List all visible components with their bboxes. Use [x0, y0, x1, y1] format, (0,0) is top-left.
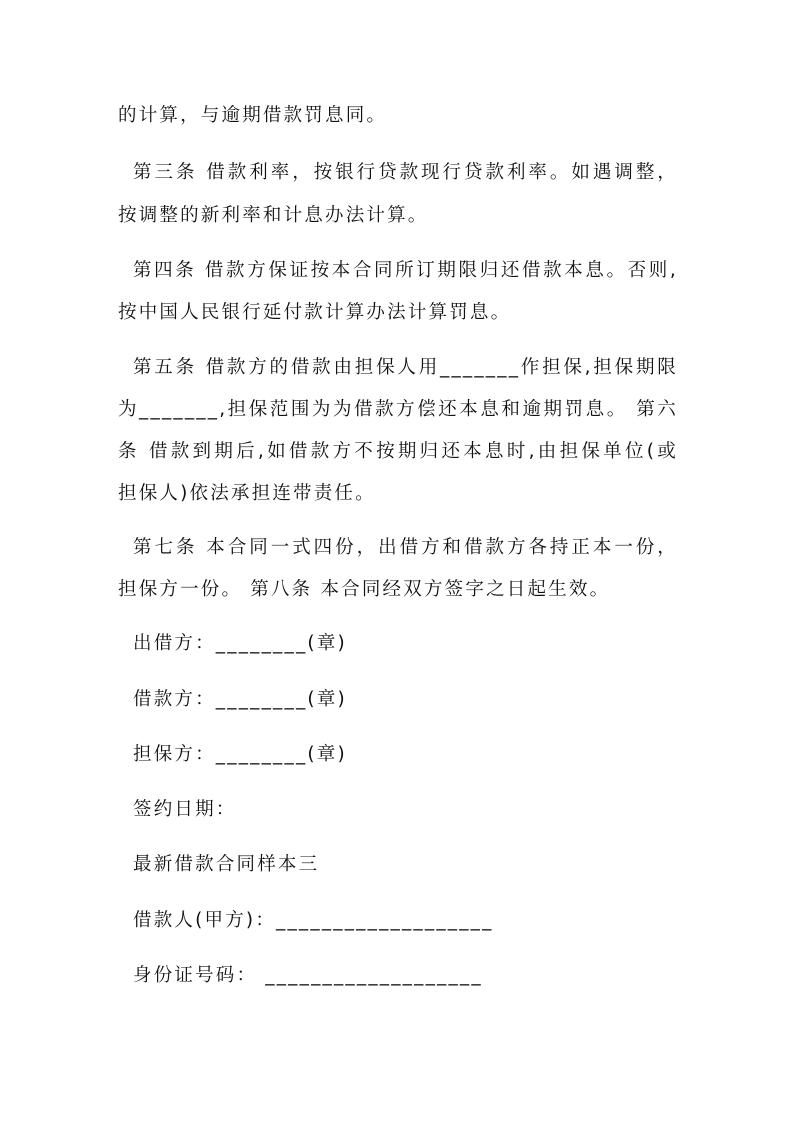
article-7-line-1: 第七条 本合同一式四份，出借方和借款方各持正本一份，	[133, 537, 678, 558]
borrower-party-a-field: 借款人(甲方)：___________________	[133, 910, 494, 931]
guarantor-signature: 担保方：________(章)	[133, 744, 347, 765]
article-6-line-1: 条 借款到期后,如借款方不按期归还本息时,由担保单位(或	[118, 441, 678, 462]
lender-signature: 出借方：________(章)	[133, 633, 347, 654]
borrower-signature: 借款方：________(章)	[133, 689, 347, 710]
article-6-line-2: 担保人)依法承担连带责任。	[118, 483, 376, 504]
article-4-line-2: 按中国人民银行延付款计算办法计算罚息。	[118, 302, 512, 323]
article-5-line-2: 为_______,担保范围为为借款方偿还本息和逾期罚息。 第六	[118, 399, 678, 420]
article-7-8-line-2: 担保方一份。 第八条 本合同经双方签字之日起生效。	[118, 579, 611, 600]
section-title: 最新借款合同样本三	[133, 854, 320, 875]
article-5-line-1: 第五条 借款方的借款由担保人用_______作担保,担保期限	[133, 357, 678, 378]
article-4-line-1: 第四条 借款方保证按本合同所订期限归还借款本息。否则,	[133, 260, 678, 281]
article-3-line-2: 按调整的新利率和计息办法计算。	[118, 205, 429, 226]
article-3-line-1: 第三条 借款利率，按银行贷款现行贷款利率。如遇调整，	[133, 162, 678, 183]
signing-date: 签约日期：	[133, 799, 237, 820]
id-number-field: 身份证号码： ___________________	[133, 965, 483, 986]
text-line: 的计算，与逾期借款罚息同。	[118, 105, 388, 126]
